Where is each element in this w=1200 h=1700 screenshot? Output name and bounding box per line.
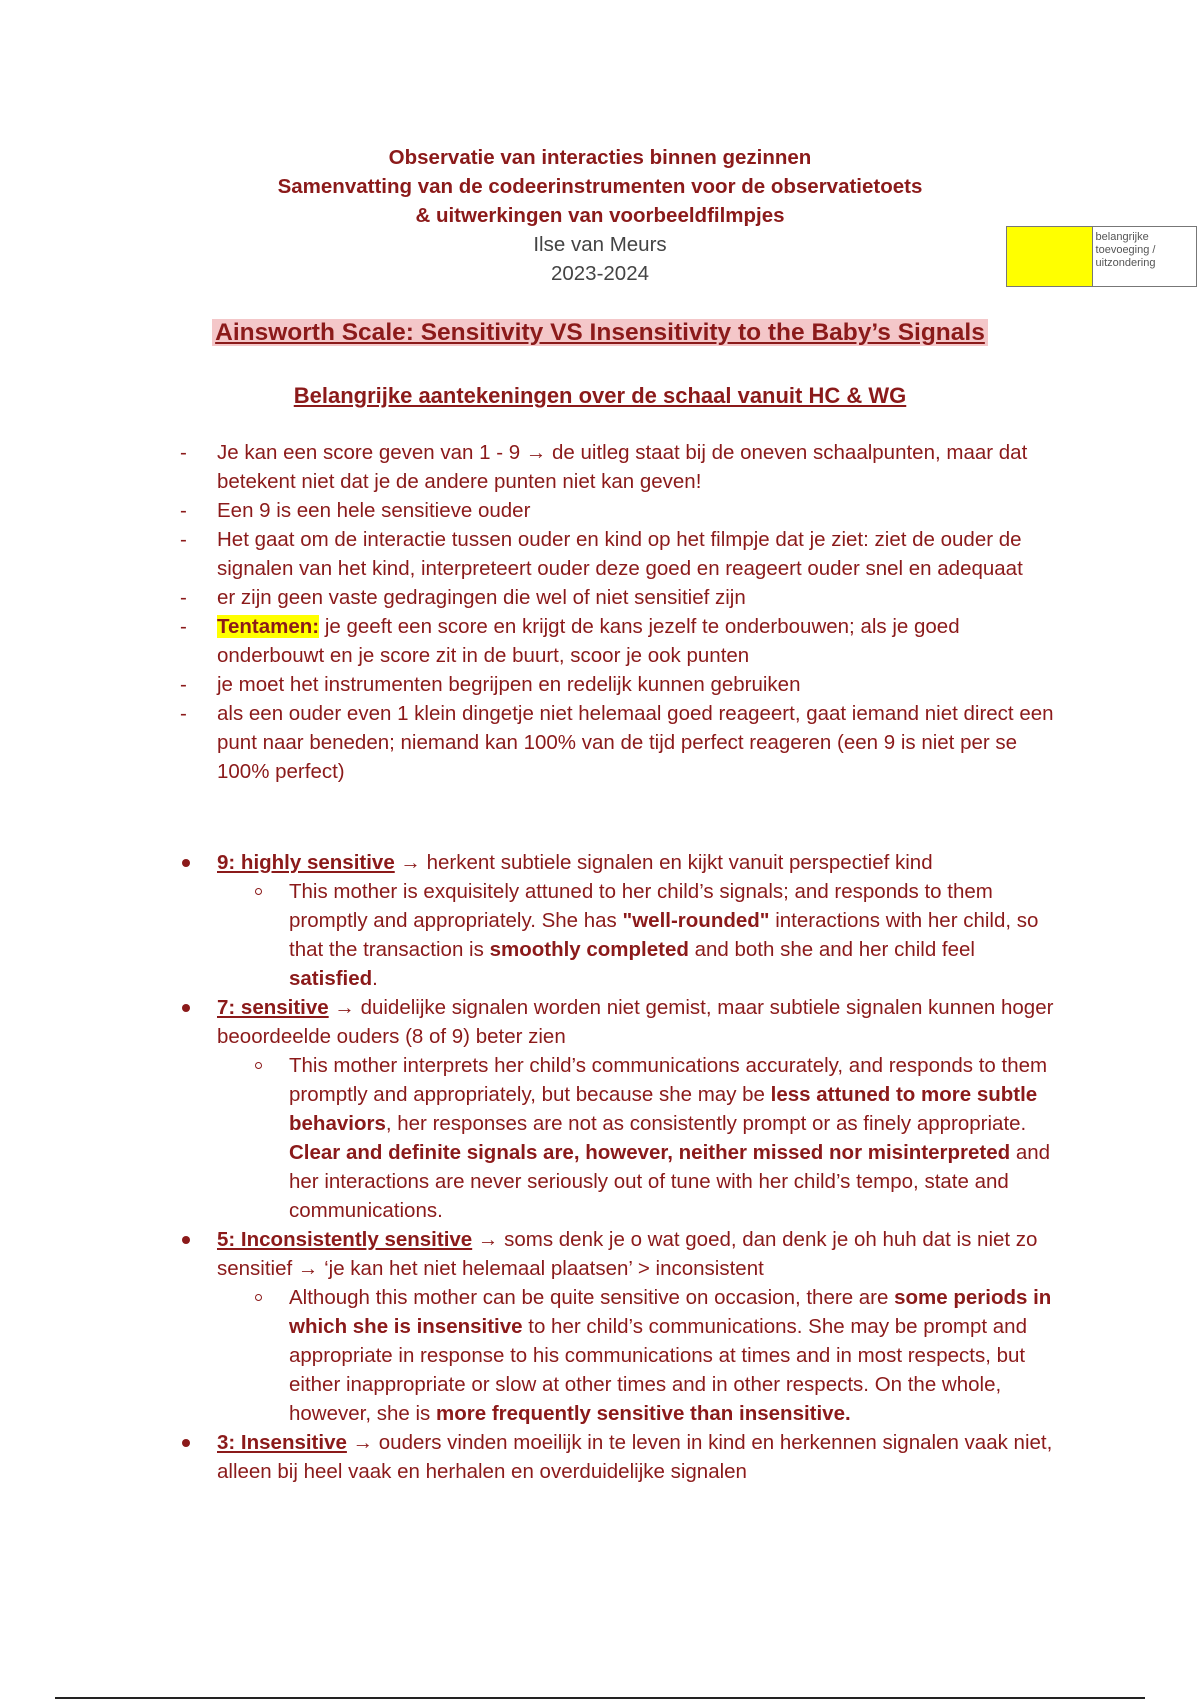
note-text: Het gaat om de interactie tussen ouder en kind op het filmpje dat je ziet: ziet de ouder de signalen van het kind, interpreteert ouder deze goed en reageert ouder snel en adequaat xyxy=(217,528,1023,580)
highlight-legend xyxy=(1006,226,1197,287)
summary-title: Samenvatting van de codeerinstrumenten voor de observatietoets xyxy=(277,175,923,198)
note-item xyxy=(180,583,1060,612)
scale-heading: 5: Inconsistently sensitive xyxy=(217,1228,473,1251)
examples-title: & uitwerkingen van voorbeeldfilmpjes xyxy=(415,204,785,227)
definition-text: to her child’s communications. She may be prompt and appropriate in response to his communications at times and in most respects, but either inappropriate or slow at other times and in other respects. On the whole, however, she is xyxy=(289,1315,1027,1425)
scale-definition xyxy=(217,1051,1060,1225)
definition-bold: satisfied xyxy=(289,967,373,990)
definition-text: and her interactions are never seriously out of tune with her child’s tempo, state and communications. xyxy=(289,1141,1051,1222)
definition-text: This mother interprets her child’s communications accurately, and responds to them promptly and appropriately, but because she may be xyxy=(289,1054,1048,1106)
scale-sublist xyxy=(217,877,1060,993)
definition-text: and both she and her child feel xyxy=(688,938,975,961)
definition-bold: "well-rounded" xyxy=(622,909,770,932)
circle-bullet-icon xyxy=(255,888,262,895)
page-divider xyxy=(55,1697,1145,1699)
bullet-dot xyxy=(182,1004,190,1012)
scale-description: → duidelijke signalen worden niet gemist, maar subtiele signalen kunnen hoger beoordeelde ouders (8 of 9) beter zien xyxy=(217,996,1054,1048)
definition-bold: some periods in which she is insensitive xyxy=(289,1286,1052,1338)
scale-sublist xyxy=(217,1051,1060,1225)
scale-heading: 3: Insensitive xyxy=(217,1431,347,1454)
definition-bold: Clear and definite signals are, however, neither missed nor misinterpreted xyxy=(289,1141,1011,1164)
scale-definition xyxy=(217,1283,1060,1428)
academic-year: 2023-2024 xyxy=(550,262,650,285)
note-item xyxy=(180,525,1060,583)
circle-bullet-icon xyxy=(255,1062,262,1069)
scale-item xyxy=(180,993,1060,1225)
note-item xyxy=(180,612,1060,670)
section-subtitle: Belangrijke aantekeningen over de schaal vanuit HC & WG xyxy=(293,383,907,408)
bullet-dot xyxy=(182,859,190,867)
scale-description: → soms denk je o wat goed, dan denk je oh huh dat is niet zo sensitief → ‘je kan het niet helemaal plaatsen’ > inconsistent xyxy=(217,1228,1038,1280)
section-title xyxy=(0,318,1200,347)
definition-bold: less attuned to more subtle behaviors xyxy=(289,1083,1038,1135)
section-title-text: Ainsworth Scale: Sensitivity VS Insensitivity to the Baby’s Signals xyxy=(212,319,988,346)
note-text: er zijn geen vaste gedragingen die wel of niet sensitief zijn xyxy=(217,586,746,609)
scale-item xyxy=(180,848,1060,993)
scale-heading: 9: highly sensitive xyxy=(217,851,395,874)
note-highlight: Tentamen: xyxy=(217,615,320,638)
definition-bold: smoothly completed xyxy=(489,938,689,961)
note-text: je moet het instrumenten begrijpen en redelijk kunnen gebruiken xyxy=(217,673,801,696)
legend-swatch xyxy=(1007,227,1093,286)
scale-list xyxy=(180,848,1060,1486)
bullet-dot xyxy=(182,1236,190,1244)
scale-item xyxy=(180,1225,1060,1428)
note-item xyxy=(180,699,1060,786)
definition-bold: more frequently sensitive than insensitive. xyxy=(436,1402,851,1425)
definition-text: . xyxy=(372,967,378,990)
note-item xyxy=(180,496,1060,525)
scale-description: → ouders vinden moeilijk in te leven in kind en herkennen signalen vaak niet, alleen bij heel vaak en herhalen en overduidelijke signalen xyxy=(217,1431,1053,1483)
scale-item xyxy=(180,1428,1060,1486)
bullet-dot xyxy=(182,1439,190,1447)
note-item xyxy=(180,670,1060,699)
author-name: Ilse van Meurs xyxy=(533,233,667,256)
notes-list xyxy=(180,438,1060,786)
note-text: als een ouder even 1 klein dingetje niet helemaal goed reageert, gaat iemand niet direct een punt naar beneden; niemand kan 100% van de tijd perfect reageren (een 9 is niet per se 100% perfect) xyxy=(217,702,1054,783)
note-text: Een 9 is een hele sensitieve ouder xyxy=(217,499,531,522)
course-title: Observatie van interacties binnen gezinnen xyxy=(388,146,812,169)
scale-definition xyxy=(217,877,1060,993)
note-text: je geeft een score en krijgt de kans jezelf te onderbouwen; als je goed onderbouwt en je score zit in de buurt, scoor je ook punten xyxy=(217,615,960,667)
legend-label: belangrijke toevoeging / uitzondering xyxy=(1095,231,1156,269)
scale-heading: 7: sensitive xyxy=(217,996,329,1019)
note-item xyxy=(180,438,1060,496)
scale-description: → herkent subtiele signalen en kijkt vanuit perspectief kind xyxy=(394,851,933,874)
scale-sublist xyxy=(217,1283,1060,1428)
definition-text: This mother is exquisitely attuned to her child’s signals; and responds to them promptly and appropriately. She has xyxy=(289,880,993,932)
definition-text: interactions with her child, so that the transaction is xyxy=(289,909,1039,961)
note-text: Je kan een score geven van 1 - 9 → de uitleg staat bij de oneven schaalpunten, maar dat betekent niet dat je de andere punten niet kan geven! xyxy=(217,441,1028,493)
definition-text: , her responses are not as consistently prompt or as finely appropriate. xyxy=(385,1112,1027,1135)
circle-bullet-icon xyxy=(255,1294,262,1301)
definition-text: Although this mother can be quite sensitive on occasion, there are xyxy=(289,1286,895,1309)
